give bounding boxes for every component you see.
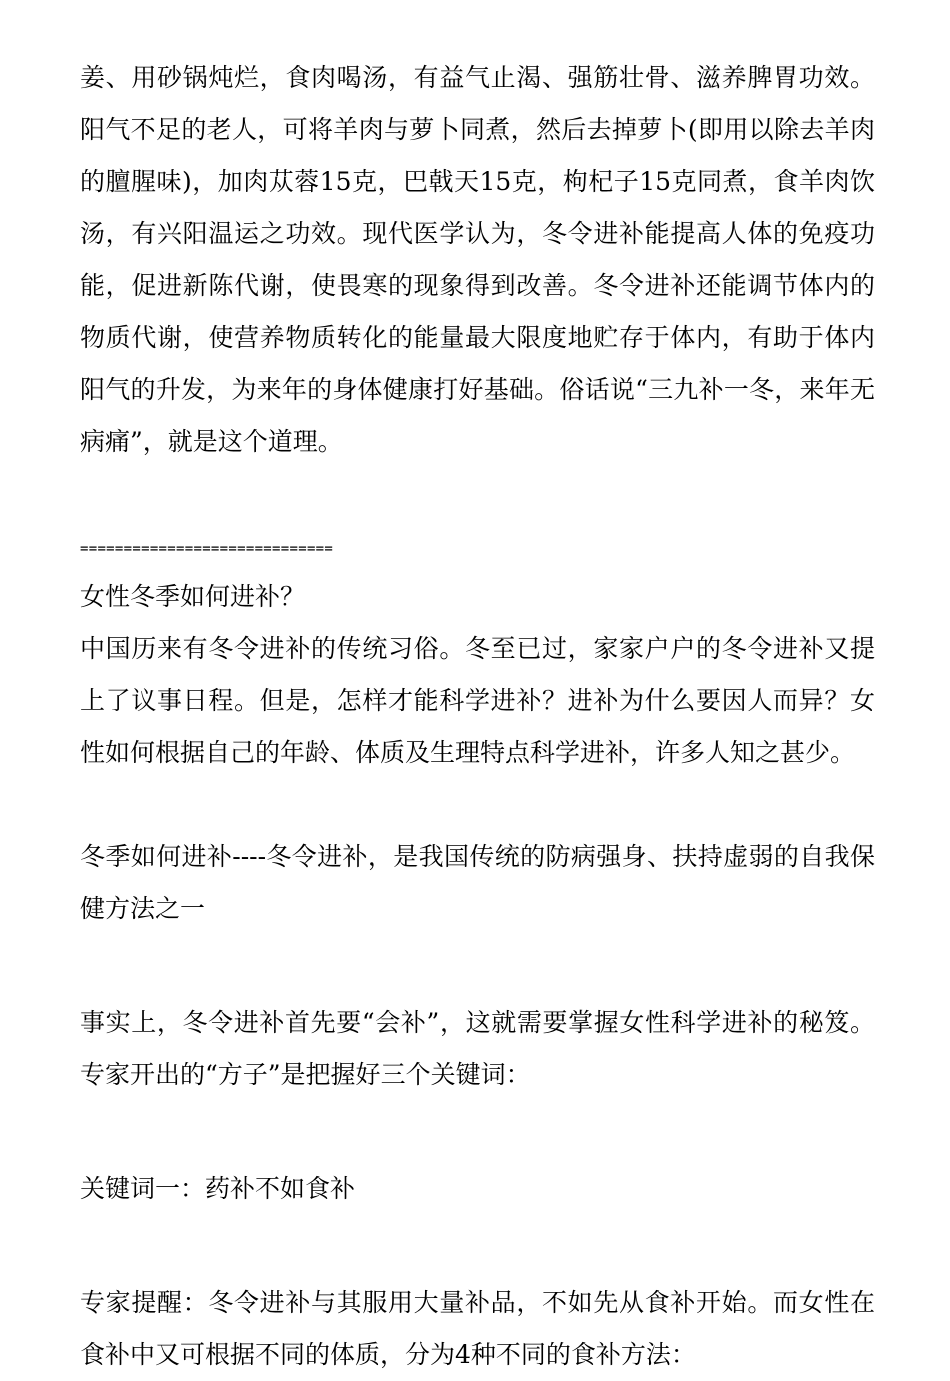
keyword-one-heading: 关键词一：药补不如食补	[80, 1174, 356, 1203]
blank-line	[80, 1101, 875, 1163]
section-title: 女性冬季如何进补？	[80, 582, 306, 611]
expert-tip-paragraph: 专家提醒：冬令进补与其服用大量补品，不如先从食补开始。而女性在食补中又可根据不同的体质，分为4种不同的食补方法：	[80, 1288, 875, 1369]
continuation-paragraph: 姜、用砂锅炖烂，食肉喝汤，有益气止渴、强筋壮骨、滋养脾胃功效。阳气不足的老人，可将羊肉与萝卜同煮，然后去掉萝卜(即用以除去羊肉的膻腥味)，加肉苁蓉15克，巴戟天15克，枸杞子15克同煮，食羊肉饮汤，有兴阳温运之功效。现代医学认为，冬令进补能提高人体的免疫功能，促进新陈代谢，使畏寒的现象得到改善。冬令进补还能调节体内的物质代谢，使营养物质转化的能量最大限度地贮存于体内，有助于体内阳气的升发，为来年的身体健康打好基础。俗话说“三九补一冬，来年无病痛”，就是这个道理。	[80, 63, 875, 456]
blank-line	[80, 779, 875, 831]
document-page	[80, 52, 875, 1381]
intro-paragraph: 中国历来有冬令进补的传统习俗。冬至已过，家家户户的冬令进补又提上了议事日程。但是，怎样才能科学进补？进补为什么要因人而异？女性如何根据自己的年龄、体质及生理特点科学进补，许多人知之甚少。	[80, 634, 875, 767]
blank-line	[80, 1215, 875, 1277]
blank-line	[80, 468, 875, 539]
subtitle-paragraph: 冬季如何进补----冬令进补，是我国传统的防病强身、扶持虚弱的自我保健方法之一	[80, 842, 875, 923]
blank-line	[80, 935, 875, 997]
section-separator: =============================	[80, 541, 334, 557]
fact-paragraph: 事实上，冬令进补首先要“会补”，这就需要掌握女性科学进补的秘笈。专家开出的“方子”是把握好三个关键词：	[80, 1008, 875, 1089]
